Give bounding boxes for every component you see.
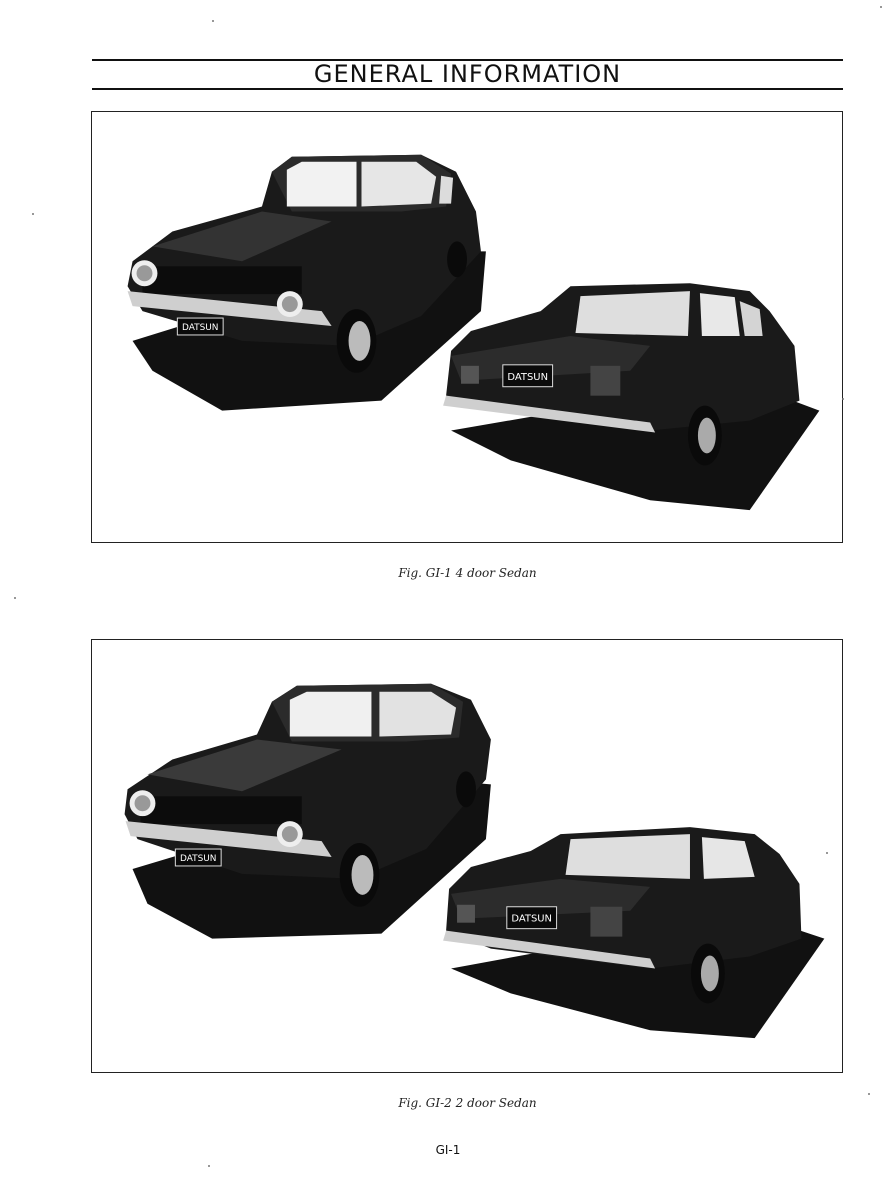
rear-badge-text: DATSUN <box>507 371 549 383</box>
front-badge-text: DATSUN <box>181 322 219 333</box>
front-badge-text: DATSUN <box>179 853 217 864</box>
header-rule-bottom <box>92 88 843 90</box>
scan-speck <box>212 20 214 22</box>
scan-speck <box>32 213 34 215</box>
figure-2-door-sedan <box>91 639 843 1073</box>
page-number: GI-1 <box>435 1143 461 1157</box>
scan-speck <box>826 852 828 854</box>
scan-speck <box>14 597 16 599</box>
scan-speck <box>208 1165 210 1167</box>
rear-badge-text: DATSUN <box>511 913 552 925</box>
figure-4-door-sedan <box>91 111 843 543</box>
page-title: GENERAL INFORMATION <box>313 60 622 88</box>
figure-caption-2: Fig. GI-2 2 door Sedan <box>398 1096 537 1110</box>
car-photo-4-door <box>92 112 842 542</box>
car-photo-2-door <box>92 640 842 1072</box>
scan-speck <box>880 6 882 8</box>
scan-speck <box>868 1093 870 1095</box>
scan-speck <box>842 398 844 400</box>
figure-caption-1: Fig. GI-1 4 door Sedan <box>398 566 537 580</box>
